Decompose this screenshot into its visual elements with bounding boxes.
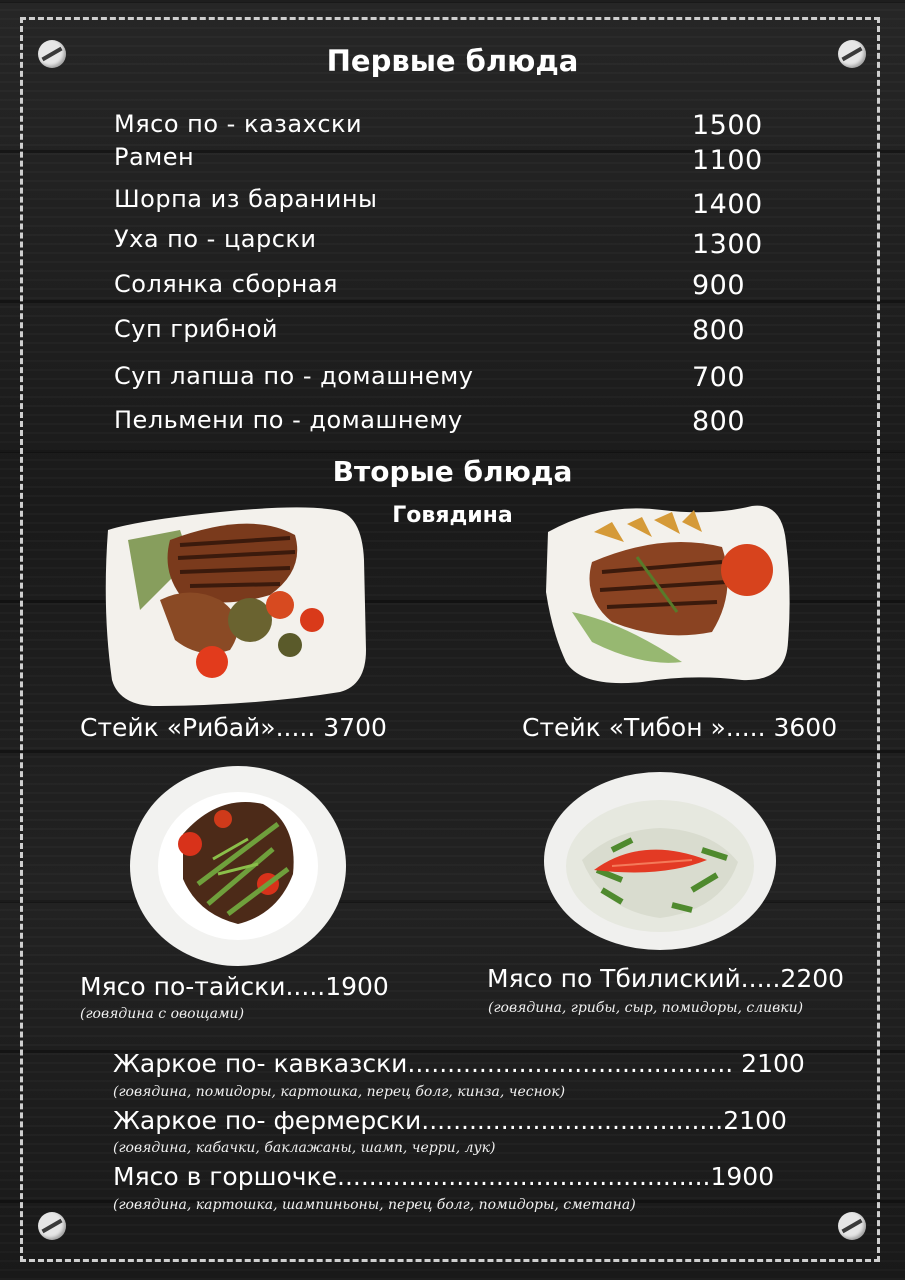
menu-line-item: Жаркое по- фермерски......................................2100 [113, 1106, 787, 1135]
tbilisi-beef-note: (говядина, грибы, сыр, помидоры, сливки) [488, 1000, 804, 1016]
ribeye-steak-photo [100, 500, 368, 710]
tbilisi-beef-photo [542, 770, 778, 952]
menu-line-item-note: (говядина, картошка, шампиньоны, перец болг, помидоры, сметана) [113, 1197, 636, 1213]
menu-item-price: 1500 [692, 110, 763, 141]
menu-item-name: Суп лапша по - домашнему [114, 362, 474, 390]
section-subtitle-beef: Говядина [392, 503, 513, 528]
section-title-first-courses: Первые блюда [326, 44, 579, 78]
tbone-steak-photo [542, 502, 794, 688]
menu-line-item-note: (говядина, кабачки, баклажаны, шамп, черри, лук) [113, 1140, 496, 1156]
menu-item-name: Мясо по - казахски [114, 110, 363, 138]
thai-beef-caption: Мясо по-тайски.....1900 [80, 972, 389, 1001]
thai-beef-note: (говядина с овощами) [80, 1006, 245, 1022]
ribeye-caption: Стейк «Рибай»..... 3700 [80, 713, 387, 742]
menu-item-price: 1100 [692, 145, 763, 176]
menu-item-price: 1400 [692, 189, 763, 220]
menu-item-name: Суп грибной [114, 315, 278, 343]
menu-item-name: Шорпа из баранины [114, 185, 378, 213]
menu-line-item-note: (говядина, помидоры, картошка, перец болг, кинза, чеснок) [113, 1084, 566, 1100]
menu-item-name: Пельмени по - домашнему [114, 406, 463, 434]
screw-bottom-left-icon [38, 1212, 66, 1240]
menu-line-item: Жаркое по- кавказски......................................... 2100 [113, 1049, 805, 1078]
section-title-second-courses: Вторые блюда [332, 455, 573, 488]
tbilisi-beef-caption: Мясо по Тбилиский.....2200 [487, 964, 845, 993]
menu-item-price: 800 [692, 406, 746, 437]
menu-item-name: Рамен [114, 143, 195, 171]
thai-beef-photo [128, 764, 348, 969]
menu-item-name: Солянка сборная [114, 270, 338, 298]
tbone-caption: Стейк «Тибон »..... 3600 [522, 713, 838, 742]
menu-item-name: Уха по - царски [114, 225, 317, 253]
screw-bottom-right-icon [838, 1212, 866, 1240]
menu-item-price: 800 [692, 315, 746, 346]
menu-item-price: 900 [692, 270, 746, 301]
menu-item-price: 700 [692, 362, 746, 393]
menu-item-price: 1300 [692, 229, 763, 260]
menu-line-item: Мясо в горшочке...............................................1900 [113, 1162, 775, 1191]
